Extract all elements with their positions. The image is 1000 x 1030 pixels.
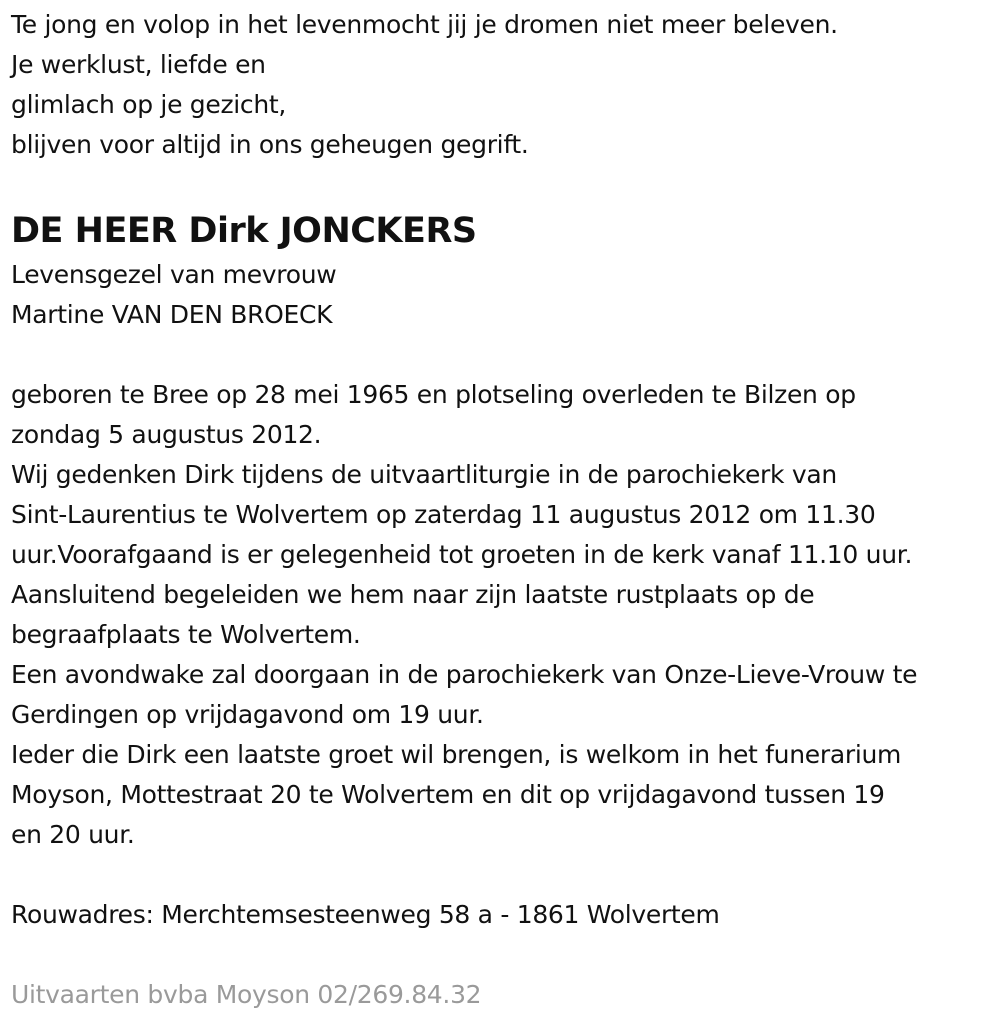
funeral-home-footer: Uitvaarten bvba Moyson 02/269.84.32 [11, 980, 482, 1009]
poem-line: Te jong en volop in het levenmocht jij je dromen niet meer beleven. [11, 10, 838, 39]
partner-line: Levensgezel van mevrouw [11, 260, 337, 289]
body-line: Een avondwake zal doorgaan in de parochiekerk van Onze-Lieve-Vrouw te [11, 660, 918, 689]
poem-line: Je werklust, liefde en [11, 50, 266, 79]
deceased-name-heading: DE HEER Dirk JONCKERS [11, 211, 477, 251]
body-line: Sint-Laurentius te Wolvertem op zaterdag 11 augustus 2012 om 11.30 [11, 500, 876, 529]
body-line: uur.Voorafgaand is er gelegenheid tot groeten in de kerk vanaf 11.10 uur. [11, 540, 913, 569]
body-line: geboren te Bree op 28 mei 1965 en plotseling overleden te Bilzen op [11, 380, 856, 409]
body-line: zondag 5 augustus 2012. [11, 420, 322, 449]
poem-line: blijven voor altijd in ons geheugen gegrift. [11, 130, 529, 159]
poem-line: glimlach op je gezicht, [11, 90, 287, 119]
body-line: Gerdingen op vrijdagavond om 19 uur. [11, 700, 484, 729]
body-line: Aansluitend begeleiden we hem naar zijn laatste rustplaats op de [11, 580, 815, 609]
partner-name: Martine VAN DEN BROECK [11, 300, 333, 329]
body-line: Moyson, Mottestraat 20 te Wolvertem en dit op vrijdagavond tussen 19 [11, 780, 885, 809]
deceased-block [11, 207, 996, 335]
mourning-address: Rouwadres: Merchtemsesteenweg 58 a - 1861 Wolvertem [11, 900, 720, 929]
poem [11, 5, 996, 165]
body-line: Wij gedenken Dirk tijdens de uitvaartliturgie in de parochiekerk van [11, 460, 837, 489]
spacer [11, 165, 996, 205]
spacer [11, 335, 996, 375]
spacer [11, 935, 996, 975]
announcement-body [11, 375, 996, 855]
spacer [11, 855, 996, 895]
body-line: Ieder die Dirk een laatste groet wil brengen, is welkom in het funerarium [11, 740, 902, 769]
obituary-document [11, 5, 996, 1015]
body-line: en 20 uur. [11, 820, 135, 849]
body-line: begraafplaats te Wolvertem. [11, 620, 361, 649]
